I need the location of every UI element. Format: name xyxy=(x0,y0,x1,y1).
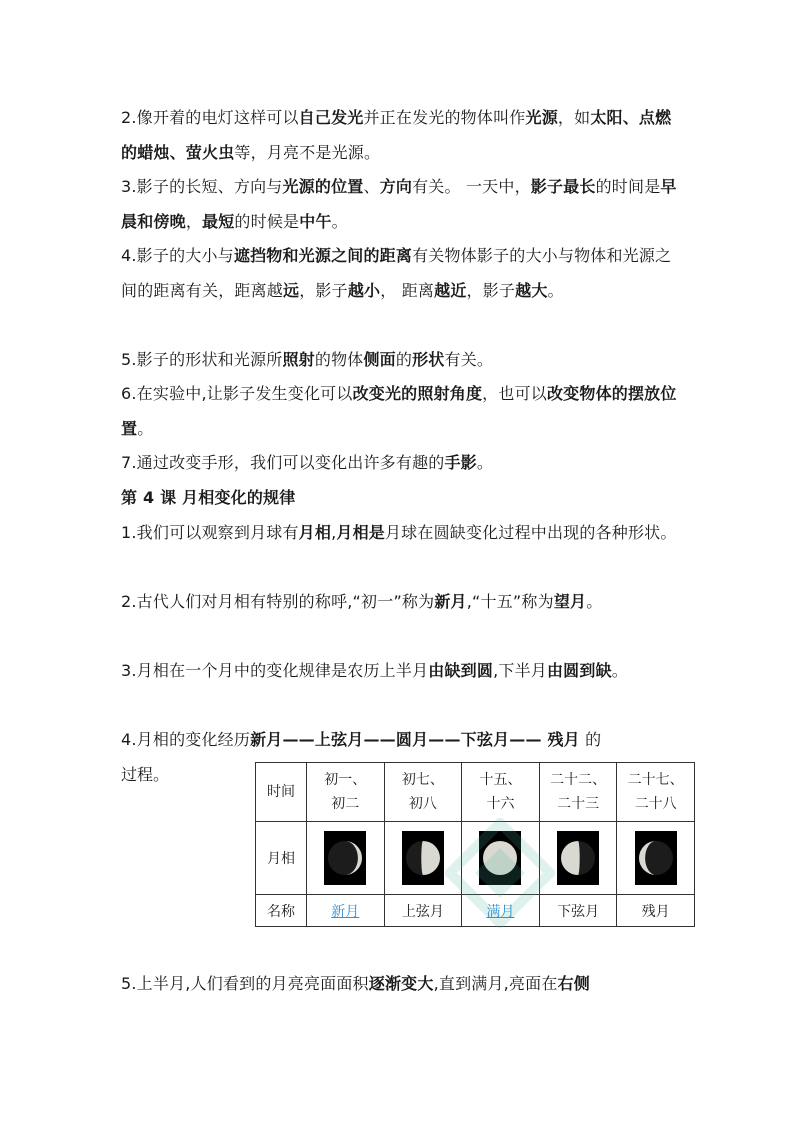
time-cell xyxy=(462,763,540,822)
paragraph-moon-names xyxy=(121,585,677,620)
bold-text: 逐渐变大 xyxy=(368,974,434,993)
bold-text: 越小 xyxy=(347,280,381,300)
text-run: 1.我们可以观察到月球有 xyxy=(121,523,299,542)
time-line: 初八 xyxy=(408,796,437,812)
text-run: 并正在发光的物体叫作 xyxy=(363,108,526,127)
text-run: 2.古代人们对月相有特别的称呼,“初一”称为 xyxy=(121,592,435,611)
text-run: 6.在实验中,让影子发生变化可以 xyxy=(121,384,353,403)
bold-text: 影子最长 xyxy=(530,177,596,196)
bold-text: 望月 xyxy=(553,592,587,611)
text-run: 4.影子的大小与 xyxy=(121,246,234,265)
paragraph-shadow-length xyxy=(121,170,677,239)
time-cell xyxy=(539,763,617,822)
text-run: ,“十五”称为 xyxy=(466,592,554,611)
text-run: 。 xyxy=(331,211,348,231)
bold-text: 手影 xyxy=(444,453,477,472)
text-run: ， 距离 xyxy=(380,280,435,300)
moon-image xyxy=(635,831,677,885)
bold-text: 方向 xyxy=(379,177,413,196)
paragraph-moon-phase-def xyxy=(121,516,677,551)
time-line: 二十三 xyxy=(557,796,600,812)
bold-text: 月相 xyxy=(298,523,332,542)
time-line: 二十二、 xyxy=(550,772,607,788)
time-line: 十五、 xyxy=(479,772,522,788)
bold-text: 改变物体的摆放位置 xyxy=(121,384,677,438)
paragraph-shadow-experiment xyxy=(121,377,677,446)
moon-phase-icon xyxy=(557,831,599,885)
bold-text: 新月 xyxy=(434,592,467,611)
moon-image xyxy=(324,831,366,885)
phase-name: 上弦月 xyxy=(401,903,444,920)
lesson-heading: 第 4 课 月相变化的规律 xyxy=(121,488,296,507)
text-run: 有关。 一天中， xyxy=(412,177,531,196)
bold-text: 新月——上弦月——圆月——下弦月—— 残月 xyxy=(250,730,580,749)
text-run: 等，月亮不是光源。 xyxy=(234,142,381,162)
phase-name: 下弦月 xyxy=(557,903,600,920)
moon-cell xyxy=(617,822,695,895)
paragraph-moon-sequence xyxy=(121,723,677,758)
bold-text: 照射 xyxy=(282,350,315,369)
phase-name-cell xyxy=(307,895,385,927)
time-line: 初二 xyxy=(331,796,360,812)
bold-text: 由圆到缺 xyxy=(546,661,612,680)
text-run: ，影子 xyxy=(299,280,348,300)
time-line: 十六 xyxy=(486,796,515,812)
text-run: 7.通过改变手形，我们可以变化出许多有趣的 xyxy=(121,453,445,472)
text-run: 有关。 xyxy=(444,350,494,369)
bold-text: 光源 xyxy=(525,108,558,127)
moon-phase-icon xyxy=(402,831,444,885)
paragraph-hand-shadow xyxy=(121,446,677,481)
table-row-time xyxy=(256,763,695,822)
text-run: 。 xyxy=(547,280,564,300)
moon-lit-area xyxy=(561,841,580,875)
bold-text: 太阳、点燃的蜡烛、萤火虫 xyxy=(121,108,672,162)
moon-cell xyxy=(307,822,385,895)
text-run: 。 xyxy=(476,453,494,472)
bold-text: 光源的位置 xyxy=(282,177,364,196)
watermark-logo-icon xyxy=(445,818,555,928)
moon-image xyxy=(402,831,444,885)
text-run: 。 xyxy=(586,592,603,611)
bold-text: 中午 xyxy=(299,211,332,231)
text-run: ， xyxy=(185,211,203,231)
table-header-phase: 月相 xyxy=(256,822,307,895)
table-header-time: 时间 xyxy=(256,763,307,822)
text-run: ，也可以 xyxy=(482,384,547,403)
paragraph-moon-sequence-end: 过程。 xyxy=(121,765,170,784)
text-run: 、 xyxy=(363,177,380,196)
text-run: ,直到满月,亮面在 xyxy=(433,974,558,993)
bold-text: 越大 xyxy=(515,280,548,300)
bold-text: 自己发光 xyxy=(298,108,364,127)
phase-name-cell xyxy=(617,895,695,927)
bold-text: 最短 xyxy=(202,211,235,231)
text-run: 的 xyxy=(579,730,602,749)
text-run: 的 xyxy=(395,350,413,369)
moon-image xyxy=(557,831,599,885)
text-run: 的物体 xyxy=(314,350,364,369)
phase-name: 新月 xyxy=(331,903,360,920)
bold-text: 右侧 xyxy=(557,974,590,993)
text-run: 2.像开着的电灯这样可以 xyxy=(121,108,299,127)
bold-text: 由缺到圆 xyxy=(428,661,494,680)
bold-text: 形状 xyxy=(412,350,445,369)
time-line: 二十七、 xyxy=(627,772,684,788)
paragraph-moon-rule xyxy=(121,654,677,689)
moon-phase-icon xyxy=(635,831,677,885)
phase-name: 满月 xyxy=(486,903,515,920)
text-run: 5.影子的形状和光源所 xyxy=(121,350,283,369)
text-run: ，如 xyxy=(557,108,591,127)
text-run: ,下半月 xyxy=(493,661,547,680)
text-run: 有关物体影子的大小与物体和光源之间的距离有关，距离越 xyxy=(121,246,672,300)
paragraph-shadow-shape xyxy=(121,343,677,378)
text-run: 的时间是 xyxy=(595,177,661,196)
bold-text: 侧面 xyxy=(363,350,396,369)
moon-lit-area xyxy=(421,841,440,875)
text-run: 。 xyxy=(137,418,154,438)
moon-phase-icon xyxy=(324,831,366,885)
time-cell xyxy=(617,763,695,822)
paragraph-shadow-size xyxy=(121,239,677,308)
time-line: 初七、 xyxy=(401,772,444,788)
text-run: , xyxy=(331,523,337,542)
time-line: 二十八 xyxy=(634,796,677,812)
text-run: 。 xyxy=(611,661,628,680)
bold-text: 月相是 xyxy=(336,523,385,542)
text-run: 3.影子的长短、方向与 xyxy=(121,177,283,196)
bold-text: 改变光的照射角度 xyxy=(352,384,483,403)
text-run: 月球在圆缺变化过程中出现的各种形状。 xyxy=(384,523,677,542)
time-line: 初一、 xyxy=(324,772,367,788)
paragraph-light-source xyxy=(121,101,677,170)
bold-text: 早晨和傍晚 xyxy=(121,177,677,231)
time-cell xyxy=(384,763,462,822)
text-run: 5.上半月,人们看到的月亮亮面面积 xyxy=(121,974,369,993)
text-run: 3.月相在一个月中的变化规律是农历上半月 xyxy=(121,661,429,680)
bold-text: 越近 xyxy=(434,280,467,300)
paragraph-first-half-month xyxy=(121,967,677,1002)
bold-text: 远 xyxy=(283,280,300,300)
phase-name: 残月 xyxy=(641,903,670,920)
text-run: 4.月相的变化经历 xyxy=(121,730,251,749)
text-run: ，影子 xyxy=(466,280,516,300)
time-cell xyxy=(307,763,385,822)
text-run: 的时候是 xyxy=(234,211,300,231)
table-header-name: 名称 xyxy=(256,895,307,927)
bold-text: 遮挡物和光源之间的距离 xyxy=(233,246,413,265)
